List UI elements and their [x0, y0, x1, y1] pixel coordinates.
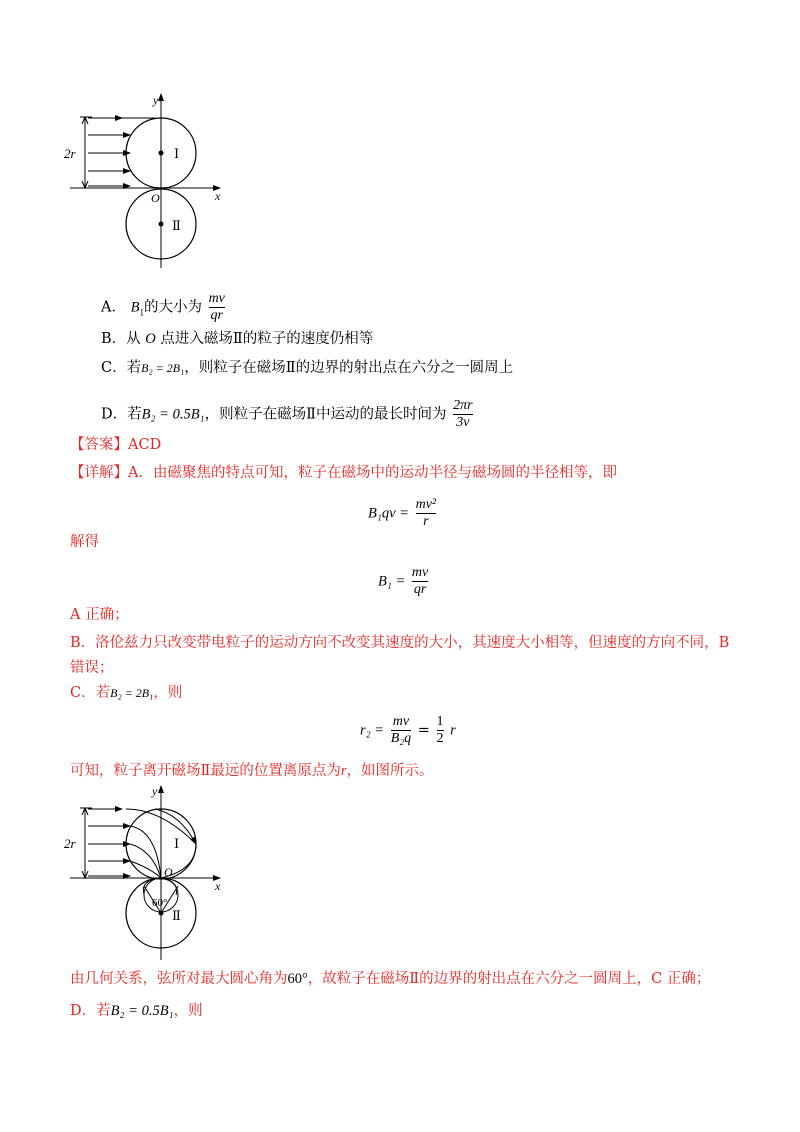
option-d: D．若B₂ = 0.5B₁，则粒子在磁场Ⅱ中运动的最长时间为 $\frac{2\pi r}{3v}$	[101, 398, 473, 430]
svg-text:O: O	[164, 865, 173, 879]
option-c: C．若B₂ = 2B₁，则粒子在磁场Ⅱ的边界的射出点在六分之一圆周上	[101, 360, 514, 376]
solve-label: 解得	[70, 534, 99, 550]
fraction-2pir-3v: $\frac{2\pi r}{3v}$	[453, 398, 473, 430]
option-b: B．从 O 点进入磁场Ⅱ的粒子的速度仍相等	[101, 331, 374, 347]
equation-3: r₂ = $\frac{mv}{\text{B₂q}}$ = $\frac{1}{2}$ r	[360, 714, 456, 746]
equation-1: B₁qv = $\frac{\text{mv²}}{r}$	[368, 497, 437, 529]
option-a: A． $B_1$的大小为 $\frac{mv}{qr}$	[101, 291, 225, 323]
svg-text:y: y	[152, 784, 158, 798]
explain-d-line: D．若B₂ = 0.5B₁，则	[70, 1003, 203, 1019]
region-2-label: Ⅱ	[172, 218, 181, 233]
explain-a-line: 【详解】A．由磁聚焦的特点可知，粒子在磁场中的运动半径与磁场圆的半径相等，即	[70, 465, 617, 481]
equation-2: B₁ = $\frac{mv}{qr}$	[378, 565, 429, 597]
explain-c-line2: 可知，粒子离开磁场Ⅱ最远的位置离原点为r，如图所示。	[70, 763, 434, 779]
figure-magnetic-fields	[60, 88, 235, 273]
explain-b-line2: 错误；	[70, 660, 114, 676]
svg-text:2r: 2r	[64, 836, 76, 851]
origin-label: O	[151, 191, 160, 205]
a-correct: A 正确；	[70, 607, 129, 623]
region-1-label: Ⅰ	[174, 146, 180, 161]
dimension-label: 2r	[64, 146, 76, 161]
explain-b-line1: B．洛伦兹力只改变带电粒子的运动方向不改变其速度的大小，其速度大小相等，但速度的方向不同，B	[70, 635, 730, 651]
fraction-mv-qr: $\frac{mv}{qr}$	[208, 291, 225, 323]
svg-text:Ⅱ: Ⅱ	[172, 908, 181, 923]
svg-text:Ⅰ: Ⅰ	[174, 836, 180, 851]
svg-text:x: x	[215, 879, 221, 893]
y-axis-label: y	[153, 93, 159, 107]
explain-geometry-line: 由几何关系，弦所对最大圆心角为60°，故粒子在磁场Ⅱ的边界的射出点在六分之一圆周上，C 正确；	[70, 971, 711, 987]
answer-line: 【答案】ACD	[70, 437, 162, 453]
figure-trajectories	[60, 780, 235, 965]
explain-c-line: C．若B₂ = 2B₁，则	[70, 685, 183, 701]
x-axis-label: x	[215, 189, 221, 203]
svg-text:60°: 60°	[152, 897, 168, 909]
